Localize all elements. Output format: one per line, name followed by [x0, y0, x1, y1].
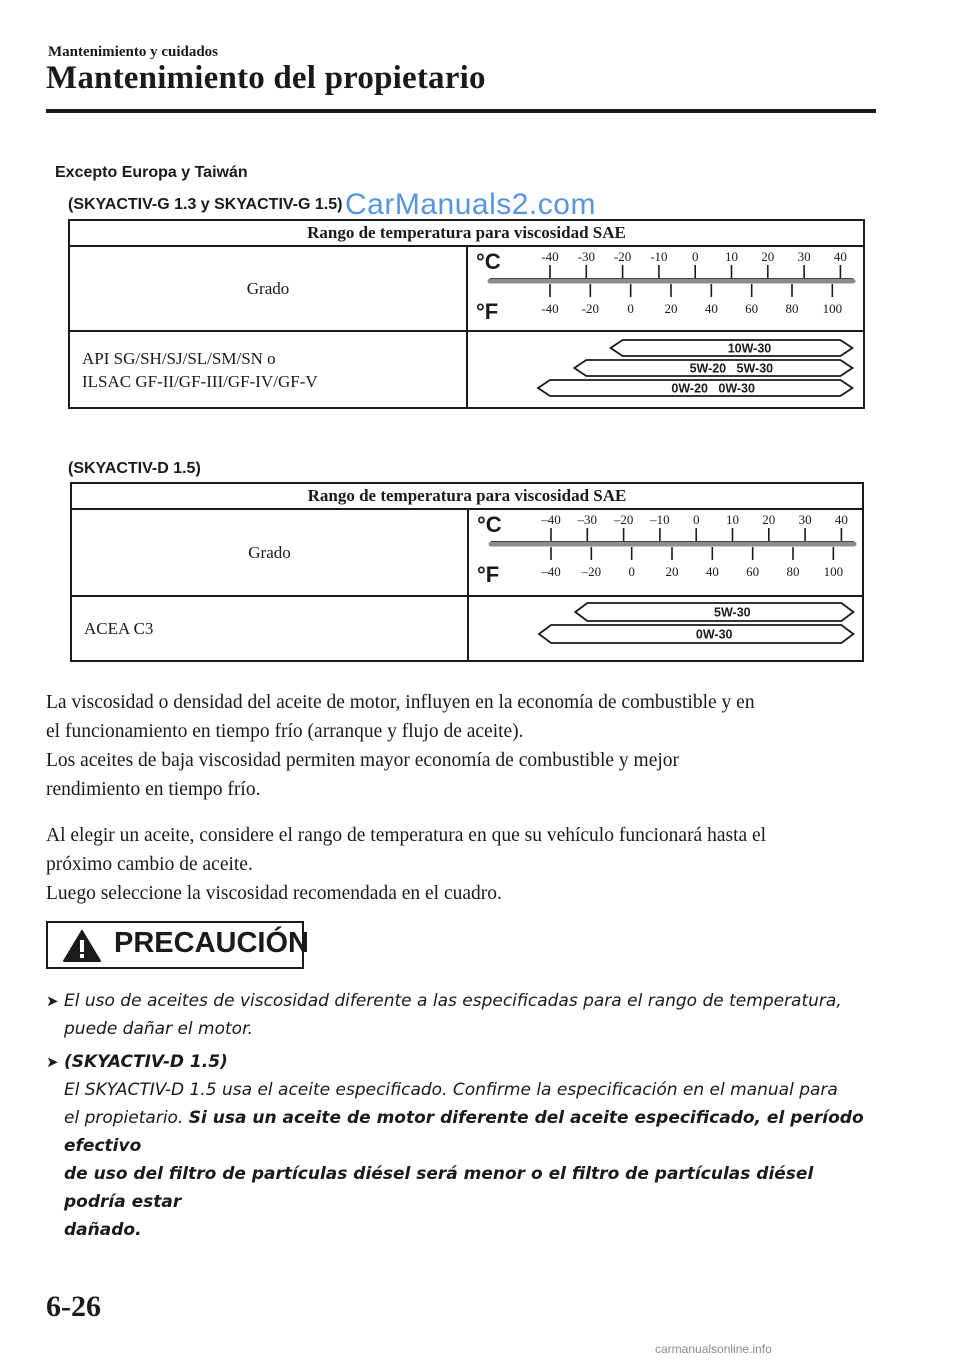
bullet2-line2 — [64, 1104, 876, 1160]
temperature-scale-1 — [468, 247, 863, 325]
celsius-unit: °C — [477, 512, 502, 537]
celsius-tick-label: -30 — [577, 249, 595, 264]
oil-band-label: 0W-20 0W-30 — [671, 381, 755, 396]
precaution-bullet-1 — [46, 987, 876, 1043]
table1-spec-line1: API SG/SH/SJ/SL/SM/SN o — [82, 348, 276, 368]
region-heading: Excepto Europa y Taiwán — [55, 164, 248, 181]
arrow-bullet-icon: ➤ — [46, 1053, 59, 1071]
table2-bands-cell — [468, 596, 863, 661]
celsius-tick-label: –30 — [577, 512, 598, 527]
celsius-tick-label: –10 — [650, 512, 670, 527]
fahrenheit-tick-label: 80 — [786, 564, 800, 579]
celsius-tick-label: –20 — [613, 512, 634, 527]
fahrenheit-tick-label: –20 — [581, 564, 602, 579]
bullet2-line2-plain: el propietario. — [64, 1108, 189, 1128]
fahrenheit-tick-label: 40 — [705, 564, 719, 579]
arrow-bullet-icon: ➤ — [46, 992, 59, 1010]
page-title: Mantenimiento del propietario — [46, 60, 486, 96]
paragraph-selection — [46, 821, 906, 908]
bullet2-line3: de uso del filtro de partículas diésel será menor o el filtro de partículas diésel podría estar — [64, 1164, 814, 1212]
oil-band-label: 5W-30 — [714, 605, 751, 620]
fahrenheit-tick-label: -20 — [581, 301, 600, 316]
footer-site: carmanualsonline.info — [655, 1342, 772, 1356]
warning-triangle-icon — [62, 929, 102, 963]
celsius-tick-label: 20 — [762, 512, 776, 527]
celsius-tick-label: 10 — [726, 512, 739, 527]
table2-spec-cell — [71, 596, 468, 661]
fahrenheit-tick-label: 0 — [627, 301, 634, 316]
paragraph-viscosity — [46, 688, 906, 804]
table1-header: Rango de temperatura para viscosidad SAE — [69, 220, 864, 246]
fahrenheit-tick-label: 100 — [823, 564, 844, 579]
fahrenheit-unit: °F — [476, 299, 499, 324]
oil-band-label: 5W-20 5W-30 — [689, 361, 774, 376]
bullet2-title: (SKYACTIV-D 1.5) — [64, 1052, 228, 1072]
table2-spec-line1: ACEA C3 — [84, 619, 154, 638]
celsius-tick-label: 0 — [692, 512, 700, 527]
fahrenheit-tick-label: 60 — [745, 301, 759, 316]
fahrenheit-tick-label: 80 — [785, 301, 799, 316]
table1-subheading: (SKYACTIV-G 1.3 y SKYACTIV-G 1.5) — [68, 196, 343, 213]
bullet1-line2: puede dañar el motor. — [64, 1019, 253, 1039]
oil-bands-2 — [469, 597, 862, 655]
p2-line3: Luego seleccione la viscosidad recomendada en el cuadro. — [46, 883, 502, 904]
viscosity-table-1 — [68, 219, 865, 409]
fahrenheit-tick-label: 100 — [822, 301, 843, 316]
celsius-tick-label: –40 — [541, 512, 561, 527]
p1-line2: el funcionamiento en tiempo frío (arranque y flujo de aceite). — [46, 721, 524, 742]
precaution-box — [46, 921, 309, 969]
celsius-tick-label: -10 — [650, 249, 668, 264]
fahrenheit-unit: °F — [477, 562, 500, 587]
table2-grade-label: Grado — [71, 509, 468, 596]
bullet2-line2-bold: Si usa un aceite de motor diferente del aceite especificado, el período efectivo — [64, 1108, 864, 1156]
celsius-tick-label: -20 — [613, 249, 632, 264]
title-rule — [46, 109, 876, 113]
fahrenheit-tick-label: 20 — [664, 301, 678, 316]
celsius-tick-label: -40 — [541, 249, 559, 264]
p2-line2: próximo cambio de aceite. — [46, 854, 253, 875]
fahrenheit-tick-label: -40 — [541, 301, 559, 316]
p1-line4: rendimiento en tiempo frío. — [46, 779, 261, 800]
watermark: CarManuals2.com — [345, 188, 596, 221]
celsius-tick-label: 40 — [834, 512, 848, 527]
table1-scale-cell — [467, 246, 864, 331]
fahrenheit-tick-label: –40 — [541, 564, 561, 579]
oil-bands-1 — [468, 332, 863, 402]
fahrenheit-tick-label: 40 — [704, 301, 718, 316]
table1-bands-cell — [467, 331, 864, 408]
page-number: 6-26 — [46, 1290, 101, 1323]
celsius-tick-label: 20 — [761, 249, 775, 264]
viscosity-table-2 — [70, 482, 864, 662]
bullet2-line4: dañado. — [64, 1220, 142, 1240]
precaution-label: PRECAUCIÓN — [114, 927, 309, 959]
celsius-tick-label: 30 — [797, 249, 811, 264]
table2-scale-cell — [468, 509, 863, 596]
p1-line1: La viscosidad o densidad del aceite de motor, influyen en la economía de combustible y en — [46, 692, 755, 713]
bullet2-line1: El SKYACTIV-D 1.5 usa el aceite especificado. Confirme la especificación en el manual para — [64, 1080, 838, 1100]
table2-subheading: (SKYACTIV-D 1.5) — [68, 460, 201, 477]
p2-line1: Al elegir un aceite, considere el rango de temperatura en que su vehículo funcionará hasta el — [46, 825, 767, 846]
section-label: Mantenimiento y cuidados — [48, 44, 219, 60]
oil-band-label: 0W-30 — [695, 627, 733, 642]
fahrenheit-tick-label: 0 — [628, 564, 635, 579]
table1-spec-line2: ILSAC GF-II/GF-III/GF-IV/GF-V — [82, 371, 318, 391]
celsius-tick-label: 40 — [833, 249, 847, 264]
celsius-tick-label: 0 — [691, 249, 699, 264]
fahrenheit-tick-label: 60 — [746, 564, 760, 579]
table1-spec-cell — [69, 331, 467, 408]
p1-line3: Los aceites de baja viscosidad permiten mayor economía de combustible y mejor — [46, 750, 680, 771]
precaution-bullet-2 — [46, 1048, 876, 1244]
bullet1-line1: El uso de aceites de viscosidad diferente a las especificadas para el rango de temperatura, — [64, 991, 842, 1011]
celsius-tick-label: 10 — [725, 249, 738, 264]
oil-band-label: 10W-30 — [727, 341, 772, 356]
celsius-tick-label: 30 — [798, 512, 812, 527]
fahrenheit-tick-label: 20 — [665, 564, 679, 579]
celsius-unit: °C — [476, 249, 501, 274]
temperature-scale-2 — [469, 510, 862, 590]
table1-grade-label: Grado — [69, 246, 467, 331]
table2-header: Rango de temperatura para viscosidad SAE — [71, 483, 863, 509]
